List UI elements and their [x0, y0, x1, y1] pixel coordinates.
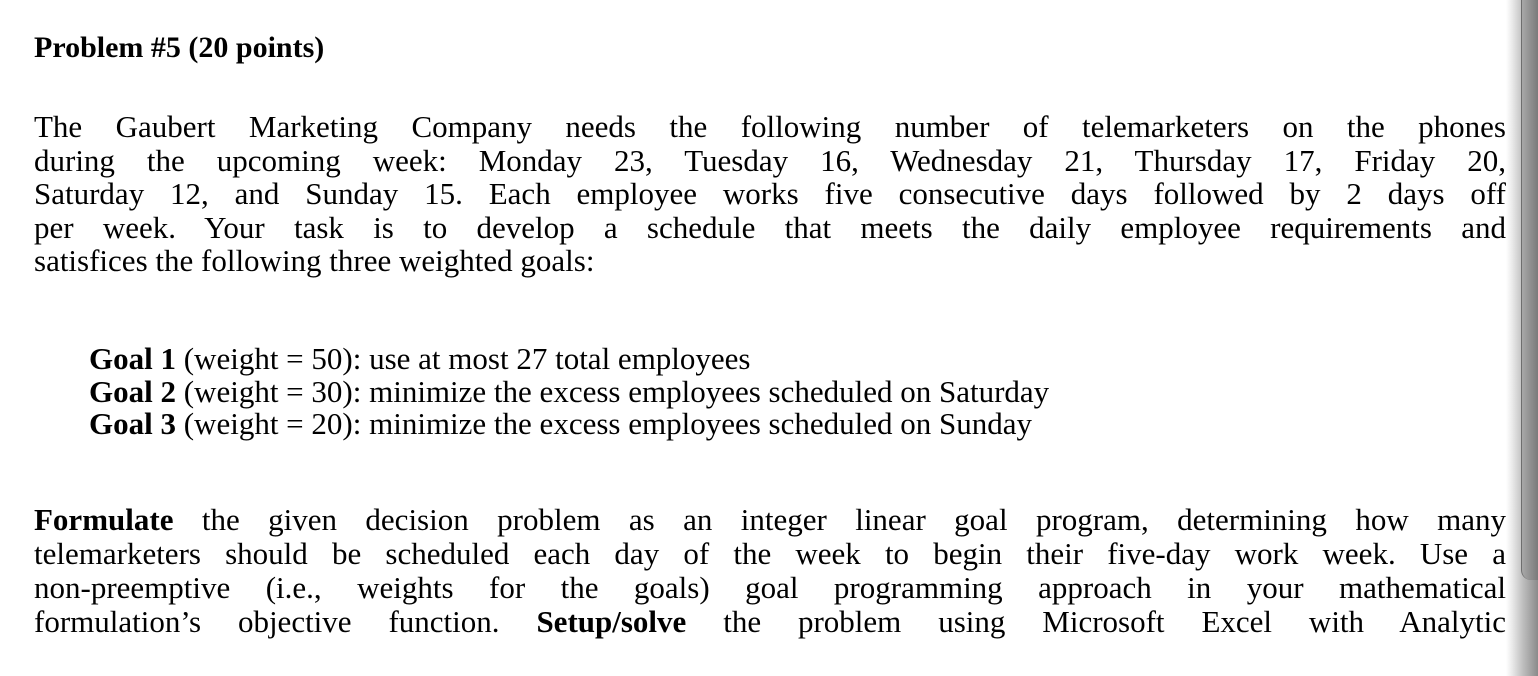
task-line: [34, 605, 1506, 639]
task-line: non-preemptive (i.e., weights for the goals) goal programming approach in your mathematical: [34, 570, 1506, 605]
goal-label: Goal 1: [89, 341, 176, 376]
task-text: formulation’s objective function.: [34, 604, 537, 639]
intro-line: Saturday 12, and Sunday 15. Each employee works five consecutive days followed by 2 days off: [34, 176, 1506, 211]
intro-line: per week. Your task is to develop a schedule that meets the daily employee requirements and: [34, 209, 1506, 245]
goal-item: [89, 343, 1049, 376]
goal-text: (weight = 20): minimize the excess employees scheduled on Sunday: [175, 406, 1032, 441]
setup-solve-keyword: Setup/solve: [536, 604, 687, 639]
goal-text: (weight = 50): use at most 27 total employees: [175, 341, 751, 376]
goal-label: Goal 2: [89, 373, 176, 409]
problem-title: Problem #5 (20 points): [34, 31, 325, 64]
goal-item: [89, 408, 1049, 441]
task-paragraph: [34, 503, 1506, 639]
goal-label: Goal 3: [89, 406, 176, 441]
goal-text: (weight = 30): minimize the excess employees scheduled on Saturday: [175, 373, 1050, 409]
task-text: the given decision problem as an integer linear goal program, determining how many: [173, 502, 1506, 537]
task-line: telemarketers should be scheduled each day of the week to begin their five-day work week. Use a: [34, 536, 1506, 571]
problem-intro-paragraph: [34, 110, 1506, 278]
intro-line: satisfices the following three weighted goals:: [34, 243, 595, 278]
formulate-keyword: Formulate: [34, 502, 174, 537]
task-text: the problem using Microsoft Excel with Analytic: [686, 604, 1506, 639]
viewer-scrollbar-thumb[interactable]: [1521, 0, 1538, 580]
intro-line: during the upcoming week: Monday 23, Tuesday 16, Wednesday 21, Thursday 17, Friday 20,: [34, 142, 1506, 178]
goals-list: [89, 343, 1049, 441]
goal-item: [89, 373, 1050, 409]
intro-line: The Gaubert Marketing Company needs the following number of telemarketers on the phones: [34, 109, 1506, 144]
task-line: [34, 503, 1506, 537]
